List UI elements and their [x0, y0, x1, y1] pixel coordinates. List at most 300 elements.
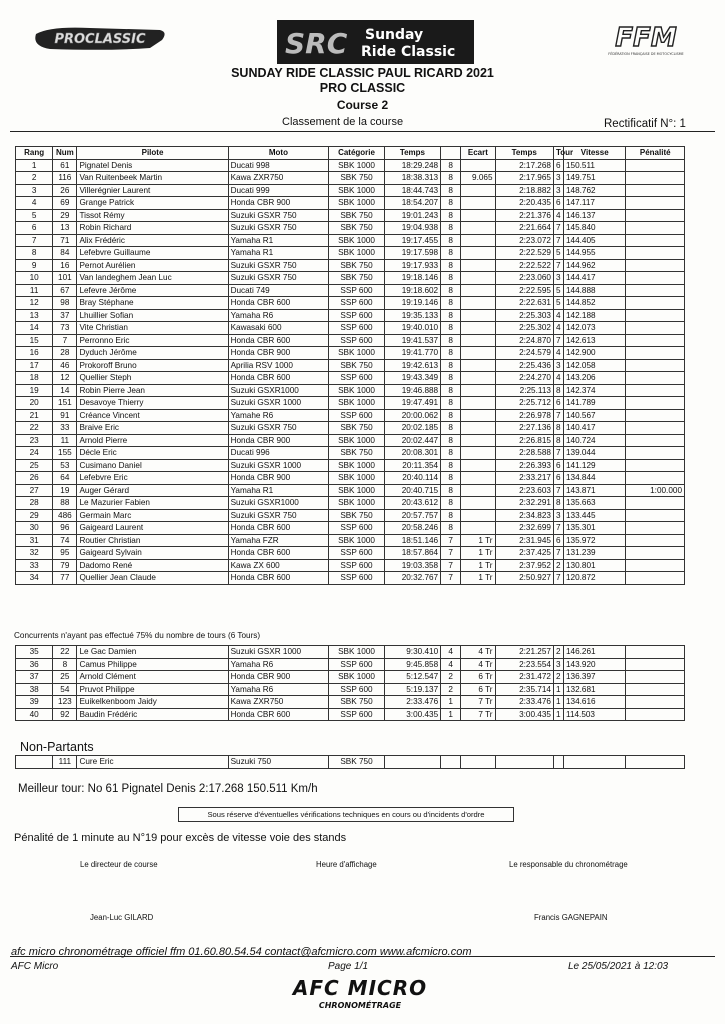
laps-cell: 8 — [441, 322, 461, 335]
best-lap-cell: 2:37.425 — [495, 547, 553, 560]
rider-cell: Lhuillier Sofian — [77, 309, 228, 322]
rider-cell: Van Ruitenbeek Martin — [77, 172, 228, 185]
best-lap-cell: 2:21.664 — [495, 222, 553, 235]
rank-cell: 7 — [16, 234, 53, 247]
table-row — [16, 572, 685, 585]
rank-cell: 27 — [16, 484, 53, 497]
rank-cell — [16, 756, 53, 769]
best-lap-number-cell: 4 — [553, 309, 563, 322]
speed-cell: 144.417 — [564, 272, 626, 285]
table-row — [16, 447, 685, 460]
gap-cell — [461, 447, 495, 460]
bib-number-cell: 14 — [53, 384, 77, 397]
speed-cell: 142.188 — [564, 309, 626, 322]
penalty-cell — [626, 259, 685, 272]
gap-cell — [461, 459, 495, 472]
rider-cell: Van landeghem Jean Luc — [77, 272, 228, 285]
gap-cell — [461, 422, 495, 435]
laps-cell: 2 — [441, 683, 461, 696]
best-lap-number-cell: 6 — [553, 397, 563, 410]
table-row — [16, 247, 685, 260]
bike-cell: Kawa ZX 600 — [228, 559, 329, 572]
bike-cell: Ducati 999 — [228, 184, 329, 197]
bib-number-cell: 53 — [53, 459, 77, 472]
total-time-cell: 20:11.354 — [384, 459, 440, 472]
laps-cell: 8 — [441, 222, 461, 235]
gap-cell — [461, 272, 495, 285]
category-cell: SSP 600 — [329, 658, 384, 671]
table-row — [16, 683, 685, 696]
penalty-cell — [626, 447, 685, 460]
bike-cell: Suzuki GSXR 750 — [228, 272, 329, 285]
col-best-time: Temps — [495, 147, 553, 160]
best-lap-cell: 2:23.554 — [495, 658, 553, 671]
bib-number-cell: 155 — [53, 447, 77, 460]
best-lap-cell: 2:32.291 — [495, 497, 553, 510]
total-time-cell: 19:18.602 — [384, 284, 440, 297]
bike-cell: Ducati 749 — [228, 284, 329, 297]
header-divider — [10, 131, 715, 132]
best-lap-cell: 2:50.927 — [495, 572, 553, 585]
total-time-cell: 19:01.243 — [384, 209, 440, 222]
rider-cell: Pruvot Philippe — [77, 683, 228, 696]
best-lap-cell: 2:21.376 — [495, 209, 553, 222]
rider-cell: Lefebvre Guillaume — [77, 247, 228, 260]
bike-cell: Suzuki GSXR 1000 — [228, 397, 329, 410]
speed-cell — [564, 756, 626, 769]
table-row — [16, 696, 685, 709]
laps-cell: 8 — [441, 459, 461, 472]
best-lap-number-cell: 4 — [553, 209, 563, 222]
best-lap-number-cell: 1 — [553, 683, 563, 696]
speed-cell: 132.681 — [564, 683, 626, 696]
non-partant-row — [16, 756, 685, 769]
gap-cell — [461, 159, 495, 172]
bike-cell: Honda CBR 900 — [228, 472, 329, 485]
rider-cell: Tissot Rémy — [77, 209, 228, 222]
bib-number-cell: 8 — [53, 658, 77, 671]
speed-cell: 144.405 — [564, 234, 626, 247]
penalty-cell — [626, 547, 685, 560]
best-lap-cell: 2:33.476 — [495, 696, 553, 709]
penalty-cell — [626, 422, 685, 435]
rank-cell: 29 — [16, 509, 53, 522]
table-row — [16, 472, 685, 485]
bib-number-cell: 19 — [53, 484, 77, 497]
rectificatif-label: Rectificatif N°: 1 — [604, 118, 686, 130]
table-row — [16, 322, 685, 335]
bib-number-cell: 116 — [53, 172, 77, 185]
table-row — [16, 284, 685, 297]
speed-cell: 133.445 — [564, 509, 626, 522]
bike-cell: Honda CBR 600 — [228, 372, 329, 385]
table-row — [16, 658, 685, 671]
laps-cell: 8 — [441, 259, 461, 272]
bike-cell: Suzuki GSXR 750 — [228, 209, 329, 222]
best-lap-number-cell: 2 — [553, 559, 563, 572]
gap-cell: 1 Tr — [461, 559, 495, 572]
timing-manager-label: Le responsable du chronométrage — [509, 860, 628, 869]
category-cell: SBK 750 — [329, 222, 384, 235]
category-cell: SSP 600 — [329, 559, 384, 572]
total-time-cell: 3:00.435 — [384, 708, 440, 721]
best-lap-number-cell: 8 — [553, 384, 563, 397]
table-row — [16, 272, 685, 285]
rank-cell: 36 — [16, 658, 53, 671]
penalty-cell — [626, 671, 685, 684]
speed-cell: 142.374 — [564, 384, 626, 397]
bib-number-cell: 13 — [53, 222, 77, 235]
sunday-logo-text: Sunday — [365, 27, 424, 43]
col-tour: Tour — [553, 147, 563, 160]
best-lap-cell: 2:34.823 — [495, 509, 553, 522]
table-row — [16, 422, 685, 435]
rider-cell: Lefebvre Eric — [77, 472, 228, 485]
rider-cell: Alix Frédéric — [77, 234, 228, 247]
best-lap-number-cell: 7 — [553, 572, 563, 585]
rank-cell: 20 — [16, 397, 53, 410]
col-num: Num — [53, 147, 77, 160]
table-row — [16, 534, 685, 547]
total-time-cell: 5:12.547 — [384, 671, 440, 684]
best-lap-cell: 2:25.303 — [495, 309, 553, 322]
bib-number-cell: 77 — [53, 572, 77, 585]
total-time-cell: 18:44.743 — [384, 184, 440, 197]
total-time-cell: 19:04.938 — [384, 222, 440, 235]
bib-number-cell: 33 — [53, 422, 77, 435]
best-lap-cell: 2:24.579 — [495, 347, 553, 360]
best-lap-cell: 2:33.217 — [495, 472, 553, 485]
speed-cell: 142.613 — [564, 334, 626, 347]
event-title: SUNDAY RIDE CLASSIC PAUL RICARD 2021 — [231, 66, 494, 80]
rank-cell: 33 — [16, 559, 53, 572]
rider-cell: Grange Patrick — [77, 197, 228, 210]
gap-cell — [461, 284, 495, 297]
rank-cell: 10 — [16, 272, 53, 285]
bib-number-cell: 54 — [53, 683, 77, 696]
col-temps: Temps — [384, 147, 440, 160]
rank-cell: 4 — [16, 197, 53, 210]
bib-number-cell: 79 — [53, 559, 77, 572]
afc-micro-logo — [240, 975, 480, 1015]
penalty-cell — [626, 334, 685, 347]
best-lap-text: Meilleur tour: No 61 Pignatel Denis 2:17.268 150.511 Km/h — [18, 783, 318, 795]
bike-cell: Suzuki 750 — [228, 756, 329, 769]
penalty-cell — [626, 646, 685, 659]
bike-cell: Yamaha R1 — [228, 247, 329, 260]
laps-cell: 7 — [441, 559, 461, 572]
rider-cell: Euikelkenboom Jaidy — [77, 696, 228, 709]
penalty-cell — [626, 359, 685, 372]
rank-cell: 35 — [16, 646, 53, 659]
total-time-cell: 18:38.313 — [384, 172, 440, 185]
total-time-cell: 9:30.410 — [384, 646, 440, 659]
bib-number-cell: 95 — [53, 547, 77, 560]
rank-cell: 23 — [16, 434, 53, 447]
rider-cell: Auger Gérard — [77, 484, 228, 497]
table-row — [16, 222, 685, 235]
table-row — [16, 646, 685, 659]
director-label: Le directeur de course — [80, 860, 158, 869]
rider-cell: Routier Christian — [77, 534, 228, 547]
laps-cell: 8 — [441, 472, 461, 485]
best-lap-number-cell: 6 — [553, 459, 563, 472]
category-cell: SBK 1000 — [329, 434, 384, 447]
table-row — [16, 497, 685, 510]
rank-cell: 15 — [16, 334, 53, 347]
bike-cell: Suzuki GSXR 1000 — [228, 646, 329, 659]
best-lap-cell: 2:18.882 — [495, 184, 553, 197]
speed-cell: 145.840 — [564, 222, 626, 235]
penalty-cell — [626, 384, 685, 397]
rider-cell: Germain Marc — [77, 509, 228, 522]
rider-cell: Arnold Clément — [77, 671, 228, 684]
rider-cell: Arnold Pierre — [77, 434, 228, 447]
bib-number-cell: 74 — [53, 534, 77, 547]
laps-cell: 8 — [441, 297, 461, 310]
rider-cell: Prokoroff Bruno — [77, 359, 228, 372]
table-row — [16, 184, 685, 197]
speed-cell: 130.801 — [564, 559, 626, 572]
table-row — [16, 409, 685, 422]
table-row — [16, 547, 685, 560]
best-lap-cell: 2:20.435 — [495, 197, 553, 210]
bib-number-cell: 92 — [53, 708, 77, 721]
gap-cell — [461, 372, 495, 385]
rank-cell: 28 — [16, 497, 53, 510]
rider-cell: Gaigeard Sylvain — [77, 547, 228, 560]
best-lap-number-cell: 3 — [553, 184, 563, 197]
proclassic-logo — [30, 24, 170, 52]
category-cell: SBK 1000 — [329, 384, 384, 397]
category-cell: SSP 600 — [329, 322, 384, 335]
best-lap-cell: 2:23.060 — [495, 272, 553, 285]
speed-cell: 136.397 — [564, 671, 626, 684]
best-lap-cell — [495, 756, 553, 769]
table-row — [16, 197, 685, 210]
speed-cell: 144.852 — [564, 297, 626, 310]
rank-cell: 5 — [16, 209, 53, 222]
laps-cell: 8 — [441, 384, 461, 397]
laps-cell: 1 — [441, 708, 461, 721]
best-lap-number-cell: 5 — [553, 247, 563, 260]
best-lap-cell: 2:17.268 — [495, 159, 553, 172]
total-time-cell: 19:40.010 — [384, 322, 440, 335]
rank-cell: 16 — [16, 347, 53, 360]
laps-cell: 8 — [441, 372, 461, 385]
rider-cell: Pignatel Denis — [77, 159, 228, 172]
rider-cell: Perronno Eric — [77, 334, 228, 347]
best-lap-cell: 2:25.712 — [495, 397, 553, 410]
table-row — [16, 234, 685, 247]
bike-cell: Yamaha R6 — [228, 683, 329, 696]
speed-cell: 144.955 — [564, 247, 626, 260]
rider-cell: Gaigeard Laurent — [77, 522, 228, 535]
category-cell: SBK 1000 — [329, 159, 384, 172]
rider-cell: Le Gac Damien — [77, 646, 228, 659]
laps-cell: 8 — [441, 484, 461, 497]
bike-cell: Suzuki GSXR 750 — [228, 509, 329, 522]
total-time-cell — [384, 756, 440, 769]
category-cell: SBK 1000 — [329, 247, 384, 260]
best-lap-number-cell: 8 — [553, 497, 563, 510]
best-lap-cell: 2:17.965 — [495, 172, 553, 185]
rider-cell: Dyduch Jérôme — [77, 347, 228, 360]
total-time-cell: 19:42.613 — [384, 359, 440, 372]
best-lap-number-cell: 7 — [553, 234, 563, 247]
bib-number-cell: 84 — [53, 247, 77, 260]
speed-cell: 135.663 — [564, 497, 626, 510]
rank-cell: 26 — [16, 472, 53, 485]
speed-cell: 135.972 — [564, 534, 626, 547]
bib-number-cell: 26 — [53, 184, 77, 197]
afc-logo-sub: CHRONOMÉTRAGE — [318, 1001, 402, 1010]
rider-cell: Baudin Frédéric — [77, 708, 228, 721]
penalty-cell — [626, 172, 685, 185]
best-lap-number-cell: 7 — [553, 409, 563, 422]
rider-cell: Décle Eric — [77, 447, 228, 460]
total-time-cell: 20:43.612 — [384, 497, 440, 510]
rank-cell: 38 — [16, 683, 53, 696]
best-lap-number-cell: 5 — [553, 284, 563, 297]
total-time-cell: 20:40.715 — [384, 484, 440, 497]
rider-cell: Villerégnier Laurent — [77, 184, 228, 197]
best-lap-number-cell: 7 — [553, 259, 563, 272]
gap-cell — [461, 234, 495, 247]
gap-cell: 1 Tr — [461, 572, 495, 585]
laps-cell: 8 — [441, 309, 461, 322]
col-moto: Moto — [228, 147, 329, 160]
laps-cell: 8 — [441, 497, 461, 510]
category-cell: SSP 600 — [329, 522, 384, 535]
speed-cell: 135.301 — [564, 522, 626, 535]
best-lap-number-cell: 2 — [553, 646, 563, 659]
col-penalite: Pénalité — [626, 147, 685, 160]
bike-cell: Suzuki GSXR 750 — [228, 222, 329, 235]
rider-cell: Cure Eric — [77, 756, 228, 769]
total-time-cell: 19:41.770 — [384, 347, 440, 360]
category-cell: SBK 1000 — [329, 184, 384, 197]
rank-cell: 1 — [16, 159, 53, 172]
penalty-cell — [626, 372, 685, 385]
best-lap-number-cell: 6 — [553, 534, 563, 547]
total-time-cell: 20:57.757 — [384, 509, 440, 522]
footer-contact: afc micro chronométrage officiel ffm 01.60.80.54.54 contact@afcmicro.com www.afcmicro.com — [11, 946, 472, 958]
total-time-cell: 19:17.455 — [384, 234, 440, 247]
laps-cell: 8 — [441, 359, 461, 372]
low-laps-body — [16, 646, 685, 721]
speed-cell: 144.962 — [564, 259, 626, 272]
gap-cell — [461, 756, 495, 769]
category-cell: SSP 600 — [329, 572, 384, 585]
penalty-cell — [626, 284, 685, 297]
gap-cell — [461, 509, 495, 522]
best-lap-cell: 2:22.595 — [495, 284, 553, 297]
penalty-note: Pénalité de 1 minute au N°19 pour excès de vitesse voie des stands — [14, 832, 347, 844]
laps-cell: 8 — [441, 209, 461, 222]
rank-cell: 9 — [16, 259, 53, 272]
penalty-cell — [626, 696, 685, 709]
best-lap-number-cell: 3 — [553, 172, 563, 185]
gap-cell — [461, 309, 495, 322]
gap-cell — [461, 259, 495, 272]
penalty-cell — [626, 247, 685, 260]
reserve-notice: Sous réserve d'éventuelles vérifications techniques en cours ou d'incidents d'ordre — [178, 807, 514, 822]
category-cell: SBK 750 — [329, 422, 384, 435]
best-lap-number-cell: 3 — [553, 359, 563, 372]
table-row — [16, 209, 685, 222]
penalty-cell — [626, 159, 685, 172]
bib-number-cell: 16 — [53, 259, 77, 272]
category-cell: SBK 1000 — [329, 459, 384, 472]
bike-cell: Suzuki GSXR1000 — [228, 384, 329, 397]
laps-cell: 8 — [441, 434, 461, 447]
total-time-cell: 19:35.133 — [384, 309, 440, 322]
rider-cell: Robin Richard — [77, 222, 228, 235]
category-cell: SSP 600 — [329, 284, 384, 297]
rider-cell: Braive Eric — [77, 422, 228, 435]
laps-cell: 7 — [441, 572, 461, 585]
penalty-cell — [626, 184, 685, 197]
best-lap-number-cell: 7 — [553, 522, 563, 535]
rank-cell: 21 — [16, 409, 53, 422]
gap-cell — [461, 484, 495, 497]
gap-cell: 4 Tr — [461, 658, 495, 671]
speed-cell: 144.888 — [564, 284, 626, 297]
results-body — [16, 159, 685, 584]
bib-number-cell: 96 — [53, 522, 77, 535]
category-cell: SSP 600 — [329, 334, 384, 347]
penalty-cell: 1:00.000 — [626, 484, 685, 497]
rank-cell: 11 — [16, 284, 53, 297]
penalty-cell — [626, 756, 685, 769]
speed-cell: 142.058 — [564, 359, 626, 372]
bib-number-cell: 101 — [53, 272, 77, 285]
laps-cell: 8 — [441, 172, 461, 185]
gap-cell — [461, 359, 495, 372]
penalty-cell — [626, 322, 685, 335]
table-row — [16, 159, 685, 172]
bike-cell: Kawa ZXR750 — [228, 696, 329, 709]
speed-cell: 134.616 — [564, 696, 626, 709]
bike-cell: Aprilia RSV 1000 — [228, 359, 329, 372]
gap-cell: 7 Tr — [461, 708, 495, 721]
table-row — [16, 259, 685, 272]
best-lap-number-cell: 8 — [553, 434, 563, 447]
best-lap-cell: 2:25.113 — [495, 384, 553, 397]
best-lap-cell: 2:32.699 — [495, 522, 553, 535]
rank-cell: 31 — [16, 534, 53, 547]
rider-cell: Robin Pierre Jean — [77, 384, 228, 397]
total-time-cell: 20:58.246 — [384, 522, 440, 535]
speed-cell: 140.567 — [564, 409, 626, 422]
src-logo-text: SRC — [285, 27, 348, 60]
rider-cell: Quellier Steph — [77, 372, 228, 385]
penalty-cell — [626, 309, 685, 322]
penalty-cell — [626, 272, 685, 285]
best-lap-number-cell: 3 — [553, 272, 563, 285]
laps-cell — [441, 756, 461, 769]
col-categorie: Catégorie — [329, 147, 384, 160]
best-lap-cell: 2:21.257 — [495, 646, 553, 659]
category-title: PRO CLASSIC — [319, 81, 406, 95]
footer-page-number: Page 1/1 — [328, 961, 369, 972]
laps-cell: 8 — [441, 184, 461, 197]
total-time-cell: 18:51.146 — [384, 534, 440, 547]
bib-number-cell: 7 — [53, 334, 77, 347]
bib-number-cell: 69 — [53, 197, 77, 210]
best-lap-number-cell: 6 — [553, 159, 563, 172]
